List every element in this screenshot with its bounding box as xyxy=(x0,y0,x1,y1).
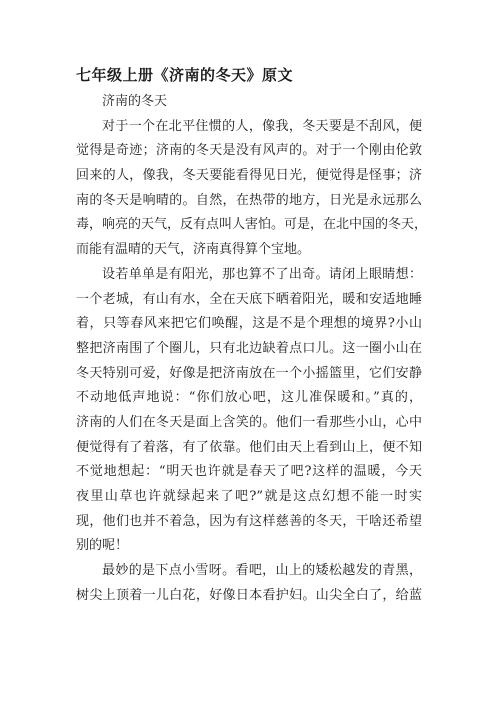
paragraph-line: 不觉地想起：“明天也许就是春天了吧?这样的温暖，今天 xyxy=(76,464,422,480)
paragraph-line: 最妙的是下点小雪呀。看吧，山上的矮松越发的青黑， xyxy=(102,563,422,579)
paragraph-line: 便觉得有了着落，有了依靠。他们由天上看到山上，便不知 xyxy=(76,439,422,455)
document-body xyxy=(76,90,428,608)
document-title: 七年级上册《济南的冬天》原文 xyxy=(76,66,294,84)
paragraph-line: 回来的人，像我，冬天要能看得见日光，便觉得是怪事；济 xyxy=(76,168,422,184)
paragraph-line: 现，他们也并不着急，因为有这样慈善的冬天，干啥还希望 xyxy=(76,513,422,529)
paragraph-line: 南的冬天是响晴的。自然，在热带的地方，日光是永远那么 xyxy=(76,192,422,208)
paragraph-line: 对于一个在北平住惯的人，像我，冬天要是不刮风，便 xyxy=(102,118,422,134)
paragraph-line: 着，只等春风来把它们唤醒，这是不是个理想的境界?小山 xyxy=(76,316,422,332)
paragraph-line: 不动地低声地说：“你们放心吧，这儿准保暖和。”真的， xyxy=(76,390,422,406)
paragraph-line: 一个老城，有山有水，全在天底下晒着阳光，暖和安适地睡 xyxy=(76,291,422,307)
paragraph-line: 冬天特别可爱，好像是把济南放在一个小摇篮里，它们安静 xyxy=(76,365,422,381)
paragraph-line: 别的呢！ xyxy=(76,538,129,554)
paragraph-line: 夜里山草也许就绿起来了吧?”就是这点幻想不能一时实 xyxy=(76,489,422,504)
paragraph-line: 觉得是奇迹；济南的冬天是没有风声的。对于一个刚由伦敦 xyxy=(76,143,422,159)
paragraph-line: 整把济南围了个圈儿，只有北边缺着点口儿。这一圈小山在 xyxy=(76,340,422,356)
paragraph-line: 树尖上顶着一儿白花，好像日本看护妇。山尖全白了，给蓝 xyxy=(76,587,422,603)
subtitle-line: 济南的冬天 xyxy=(102,94,168,109)
paragraph-line: 济南的人们在冬天是面上含笑的。他们一看那些小山，心中 xyxy=(76,414,422,430)
paragraph-line: 设若单单是有阳光，那也算不了出奇。请闭上眼睛想： xyxy=(102,266,422,282)
paragraph-line: 毒，响亮的天气，反有点叫人害怕。可是，在北中国的冬天， xyxy=(76,217,428,233)
paragraph-line: 而能有温晴的天气，济南真得算个宝地。 xyxy=(76,242,311,258)
